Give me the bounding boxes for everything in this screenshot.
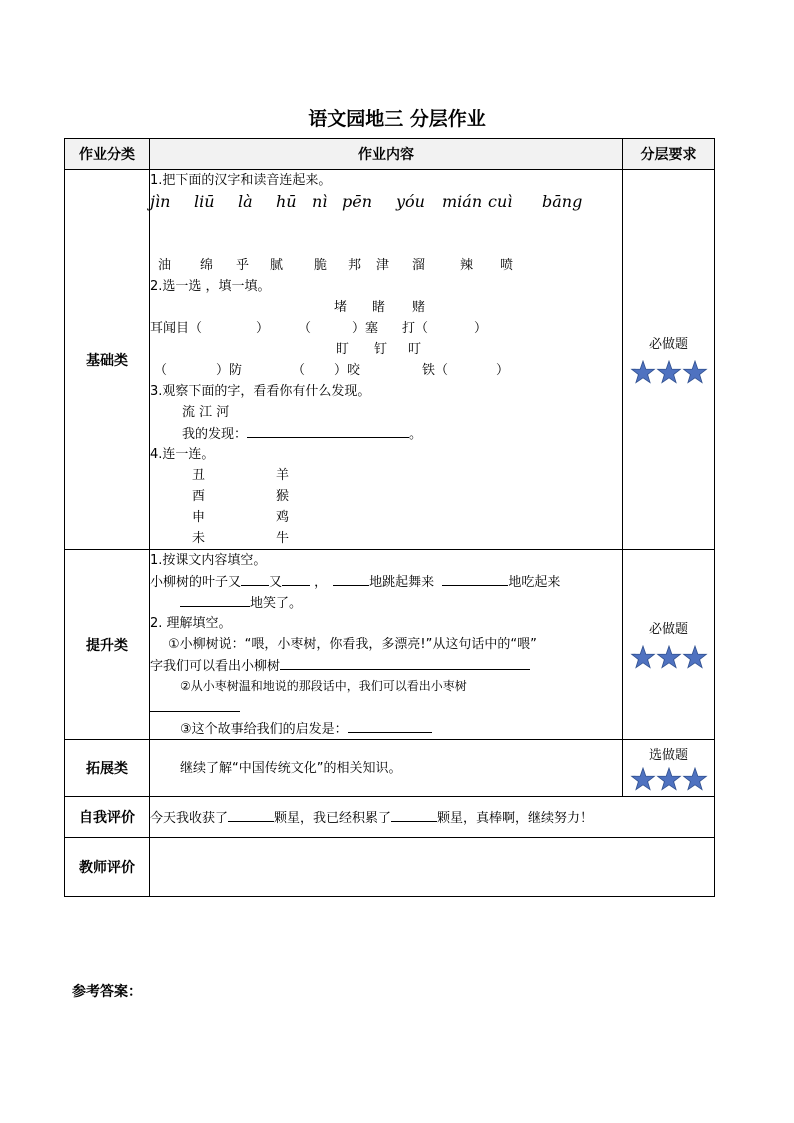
basic-requirement	[623, 170, 715, 550]
basic-content	[150, 170, 623, 550]
pinyin-item: hū	[276, 192, 297, 211]
teacher-eval-category: 教师评价	[65, 838, 150, 897]
q3-find	[150, 423, 622, 444]
hanzi-row	[150, 255, 622, 276]
advanced-row	[65, 550, 715, 740]
option-char: 钉	[374, 342, 388, 357]
three-stars-icon	[630, 767, 708, 793]
requirement-label: 必做题	[648, 622, 688, 637]
advanced-q2-title: 2. 理解填空。	[150, 616, 232, 631]
extend-category: 拓展类	[65, 740, 150, 797]
option-char: 赌	[412, 300, 426, 315]
basic-q3-title: 3.观察下面的字，看看你有什么发现。	[150, 384, 371, 399]
match-left: 酉	[192, 489, 206, 504]
extend-content	[150, 740, 623, 797]
match-left: 申	[192, 510, 206, 525]
star-icon	[683, 768, 706, 790]
advanced-content	[150, 550, 623, 740]
fill-text: 字我们可以看出小柳树	[150, 659, 281, 674]
match-right: 牛	[276, 531, 290, 546]
basic-q4-title: 4.连一连。	[150, 447, 215, 462]
pinyin-item: liū	[194, 192, 215, 211]
fill-text: （	[292, 363, 306, 378]
pinyin-item: là	[238, 192, 253, 211]
fill-text: ）咬	[334, 363, 361, 378]
advanced-category: 提升类	[65, 550, 150, 740]
star-icon	[657, 768, 680, 790]
fill-text: 打（	[402, 321, 429, 336]
answer-blank[interactable]	[180, 592, 250, 607]
fill-text: 地笑了。	[250, 596, 303, 611]
basic-row	[65, 170, 715, 550]
q4-pair	[150, 507, 622, 528]
advanced-q2-c	[150, 718, 622, 739]
answer-blank[interactable]	[247, 423, 409, 438]
match-right: 鸡	[276, 510, 290, 525]
hanzi-item: 邦	[348, 258, 362, 273]
pinyin-item: pēn	[342, 192, 373, 211]
self-eval-line	[150, 807, 714, 828]
fill-text: ）	[474, 321, 488, 336]
basic-q1-title: 1.把下面的汉字和读音连起来。	[150, 173, 332, 188]
answer-blank[interactable]	[282, 571, 310, 586]
fill-text: ，	[310, 575, 328, 590]
answer-blank[interactable]	[241, 571, 269, 586]
star-icon	[631, 646, 654, 668]
hanzi-item: 溜	[412, 258, 426, 273]
requirement-label: 必做题	[648, 337, 688, 352]
q2-row-1	[150, 318, 622, 339]
advanced-q2-a1: ①小柳树说：“喂，小枣树，你看我，多漂亮!”从这句话中的“喂”	[168, 637, 537, 652]
q2-options-2	[150, 339, 622, 360]
hanzi-item: 绵	[200, 258, 214, 273]
hanzi-item: 腻	[270, 258, 284, 273]
fill-text: 小柳树的叶子又	[150, 575, 242, 590]
option-char: 叮	[408, 342, 422, 357]
fill-text: 颗星，真棒啊，继续努力！	[437, 810, 594, 826]
self-eval-content	[150, 797, 715, 838]
fill-text: 颗星，我已经积累了	[274, 810, 392, 826]
fill-text: 铁（	[422, 363, 449, 378]
q4-pair	[150, 528, 622, 549]
fill-text: 今天我收获了	[150, 810, 229, 826]
requirement-label: 选做题	[648, 747, 688, 763]
fill-text: 又	[269, 575, 283, 590]
pinyin-item: nì	[312, 192, 328, 211]
advanced-q2-a2	[150, 655, 622, 676]
self-eval-category: 自我评价	[65, 797, 150, 838]
pinyin-item: mián	[442, 192, 483, 211]
hanzi-item: 乎	[236, 258, 250, 273]
teacher-eval-content	[150, 838, 715, 897]
pinyin-item: bāng	[542, 192, 583, 211]
star-icon	[657, 646, 680, 668]
extend-text: 继续了解“中国传统文化”的相关知识。	[180, 760, 402, 776]
pinyin-item: cuì	[488, 192, 513, 211]
q4-pair	[150, 465, 622, 486]
extend-requirement	[623, 740, 715, 797]
star-rating	[623, 767, 714, 793]
homework-table	[64, 138, 715, 897]
pinyin-item: jìn	[150, 192, 171, 211]
star-icon	[631, 768, 654, 790]
find-end: 。	[409, 427, 423, 442]
hanzi-item: 辣	[460, 258, 474, 273]
q4-pair	[150, 486, 622, 507]
answer-blank[interactable]	[228, 807, 274, 822]
teacher-eval-row	[65, 838, 715, 897]
advanced-q1-title: 1.按课文内容填空。	[150, 553, 267, 568]
fill-text: ）防	[216, 363, 243, 378]
answer-blank[interactable]	[348, 718, 432, 733]
option-char: 睹	[372, 300, 386, 315]
fill-text: 耳闻目（	[150, 321, 203, 336]
answer-blank[interactable]	[280, 655, 530, 670]
star-rating	[623, 645, 714, 671]
answer-blank[interactable]	[333, 571, 369, 586]
fill-text: ）塞	[352, 321, 379, 336]
option-char: 堵	[334, 300, 348, 315]
basic-q2-title: 2.选一选 ，填一填。	[150, 279, 271, 294]
three-stars-icon	[630, 360, 708, 386]
advanced-q2-b-blank	[150, 697, 622, 718]
answer-blank[interactable]	[150, 697, 240, 712]
hanzi-item: 脆	[314, 258, 328, 273]
answer-blank[interactable]	[442, 571, 508, 586]
star-icon	[683, 361, 706, 383]
header-content: 作业内容	[150, 139, 623, 170]
star-icon	[657, 361, 680, 383]
three-stars-icon	[630, 645, 708, 671]
match-right: 羊	[276, 468, 290, 483]
advanced-q1-line1	[150, 571, 622, 592]
fill-text: ）	[496, 363, 510, 378]
advanced-requirement	[623, 550, 715, 740]
answer-blank[interactable]	[391, 807, 437, 822]
hanzi-item: 津	[376, 258, 390, 273]
q2-options-1	[150, 297, 622, 318]
basic-category: 基础类	[65, 170, 150, 550]
fill-text: （	[298, 321, 312, 336]
fill-text: 地跳起舞来	[369, 575, 439, 590]
header-requirement: 分层要求	[623, 139, 715, 170]
star-icon	[683, 646, 706, 668]
pinyin-item: yóu	[396, 192, 425, 211]
option-char: 盯	[336, 342, 350, 357]
match-left: 丑	[192, 468, 206, 483]
pinyin-row	[150, 191, 622, 221]
hanzi-item: 喷	[500, 258, 514, 273]
answer-key-label: 参考答案：	[72, 984, 142, 1000]
star-icon	[631, 361, 654, 383]
extend-row	[65, 740, 715, 797]
star-rating	[623, 360, 714, 386]
hanzi-item: 油	[158, 258, 172, 273]
fill-text: ③这个故事给我们的启发是：	[180, 722, 348, 737]
match-left: 未	[192, 531, 206, 546]
fill-text: ）	[256, 321, 270, 336]
fill-text: （	[154, 363, 168, 378]
self-eval-row	[65, 797, 715, 838]
header-category: 作业分类	[65, 139, 150, 170]
advanced-q1-line2	[150, 592, 622, 613]
q2-row-2	[150, 360, 622, 381]
header-row	[65, 139, 715, 170]
fill-text: 地吃起来	[508, 575, 561, 590]
page-title: 语文园地三 分层作业	[308, 108, 486, 130]
advanced-q2-b: ②从小枣树温和地说的那段话中，我们可以看出小枣树	[180, 679, 467, 693]
find-label: 我的发现：	[182, 427, 248, 442]
match-right: 猴	[276, 489, 290, 504]
q3-chars: 流 江 河	[182, 405, 230, 420]
